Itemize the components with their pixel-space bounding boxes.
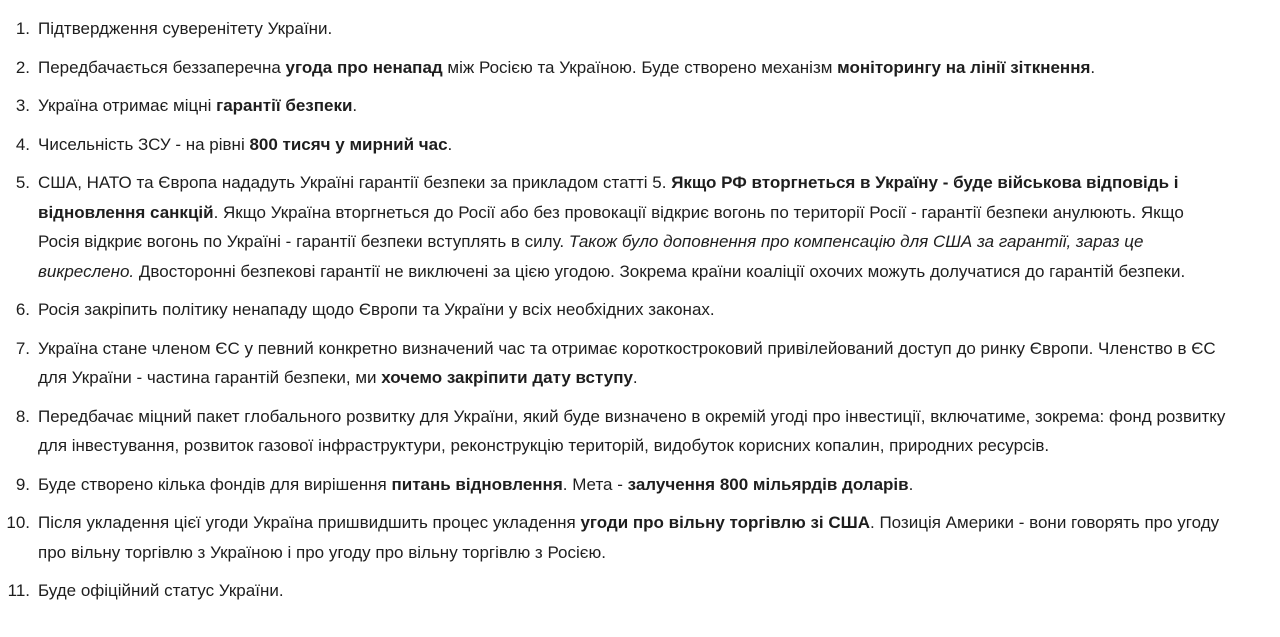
- text-segment: . Мета -: [562, 474, 628, 494]
- list-item: [0, 470, 1228, 500]
- list-item: [0, 168, 1228, 286]
- text-segment: Чисельність ЗСУ - на рівні: [38, 134, 250, 154]
- list-item-number: 11.: [7, 581, 30, 600]
- list-item-text: [38, 402, 1228, 461]
- text-segment: між Росією та Україною. Буде створено механізм: [442, 57, 838, 77]
- list-item-text: [38, 334, 1228, 393]
- list-item-text: [38, 14, 1228, 44]
- numbered-list: [0, 14, 1228, 606]
- text-segment: . Позиція Америки - вони говорять про угоду про вільну торгівлю з Україною і про угоду про вільну торгівлю з Росією.: [38, 513, 1220, 562]
- text-segment: залучення 800 мільярдів доларів: [627, 474, 909, 494]
- list-item-number: 3.: [15, 96, 30, 115]
- text-segment: Буде офіційний статус України.: [38, 581, 284, 600]
- list-item-text: [38, 470, 1228, 500]
- list-item-text: [38, 130, 1228, 160]
- text-segment: 800 тисяч у мирний час: [249, 134, 448, 154]
- list-item-text: [38, 168, 1228, 286]
- list-item-number: 9.: [15, 474, 30, 494]
- text-segment: .: [352, 96, 358, 115]
- list-item: [0, 14, 1228, 44]
- list-item: [0, 53, 1228, 83]
- text-segment: .: [632, 368, 638, 387]
- text-segment: питань відновлення: [391, 474, 563, 494]
- list-item-text: [38, 295, 1228, 325]
- text-segment: Передбачається беззаперечна: [38, 57, 286, 77]
- text-segment: угоди про вільну торгівлю зі США: [580, 513, 870, 532]
- list-item: [0, 130, 1228, 160]
- list-item-number: 10.: [6, 513, 30, 532]
- list-item: [0, 402, 1228, 461]
- text-segment: .: [1090, 57, 1096, 77]
- text-segment: Україна стане членом ЄС у певний конкретно визначений час та отримає короткостроковий привілейований доступ до ринку Європи. Членство в ЄС для України - частина гарантій безпеки, ми: [38, 338, 1216, 387]
- list-item-number: 4.: [15, 134, 30, 154]
- list-item: [0, 295, 1228, 325]
- text-segment: моніторингу на лінії зіткнення: [837, 57, 1091, 77]
- text-segment: Двосторонні безпекові гарантії не виключені за цією угодою. Зокрема країни коаліції охочих можуть долучатися до гарантій безпеки.: [134, 261, 1186, 281]
- text-segment: .: [447, 134, 453, 154]
- text-segment: Росія закріпить політику ненападу щодо Європи та України у всіх необхідних законах.: [38, 300, 715, 319]
- list-item-text: [38, 91, 1228, 121]
- list-item-text: [38, 53, 1228, 83]
- text-segment: США, НАТО та Європа нададуть Україні гарантії безпеки за прикладом статті 5.: [38, 173, 672, 192]
- list-item-number: 7.: [15, 338, 30, 358]
- list-item: [0, 576, 1228, 606]
- list-item-number: 1.: [15, 19, 30, 38]
- list-item-number: 2.: [15, 57, 30, 77]
- list-item-text: [38, 576, 1228, 606]
- text-segment: Підтвердження суверенітету України.: [38, 19, 333, 38]
- list-item-text: [38, 508, 1228, 567]
- text-segment: Після укладення цієї угоди Україна пришвидшить процес укладення: [38, 513, 581, 532]
- list-item-number: 5.: [15, 173, 30, 192]
- list-item: [0, 334, 1228, 393]
- text-segment: Також було доповнення про компенсацію для США за гарантії, зараз це викреслено.: [38, 232, 1144, 281]
- text-segment: .: [908, 474, 914, 494]
- text-segment: Буде створено кілька фондів для вирішення: [38, 474, 392, 494]
- list-item: [0, 508, 1228, 567]
- list-item-number: 6.: [15, 300, 30, 319]
- text-segment: Україна отримає міцні: [38, 96, 217, 115]
- list-item-number: 8.: [15, 406, 30, 426]
- list-item: [0, 91, 1228, 121]
- text-segment: . Якщо Україна вторгнеться до Росії або без провокації відкриє вогонь по території Росії - гарантії безпеки анулюють. Якщо Росія відкриє вогонь по Україні - гарантії безпеки вступлять в силу.: [38, 202, 1184, 251]
- text-segment: гарантії безпеки: [216, 96, 353, 115]
- text-segment: Передбачає міцний пакет глобального розвитку для України, який буде визначено в окремій угоді про інвестиції, включатиме, зокрема: фонд розвитку для інвестування, розвиток газової інфраструктури, реконструкцію територій, видобуток корисних копалин, природних ресурсів.: [38, 406, 1226, 455]
- text-segment: Якщо РФ вторгнеться в Україну - буде військова відповідь і відновлення санкцій: [38, 173, 1179, 222]
- text-segment: угода про ненапад: [285, 57, 443, 77]
- text-segment: хочемо закріпити дату вступу: [381, 368, 633, 387]
